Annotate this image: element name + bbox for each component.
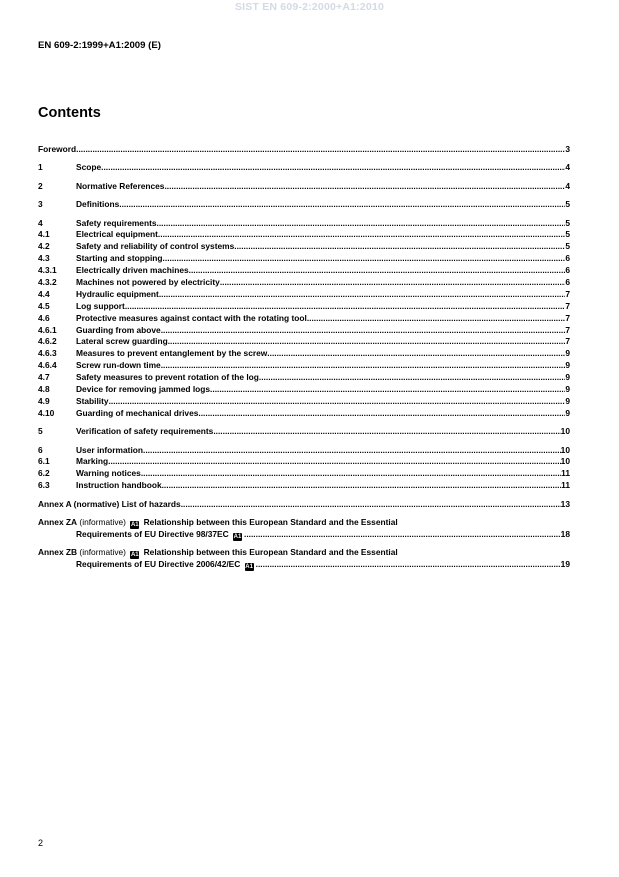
toc-entry-title: Safety and reliability of control systems [76, 241, 235, 252]
toc-entry-number: 6 [38, 444, 43, 455]
toc-entry-title: Machines not powered by electricity [76, 277, 220, 287]
toc-entry-number: 4 [38, 217, 43, 228]
toc-entry-page: 4 [565, 180, 570, 191]
toc-entry-title: Safety requirements [76, 217, 157, 228]
toc-entry-title: Guarding of mechanical drives [76, 407, 199, 418]
toc-entry-page: 5 [565, 199, 570, 210]
table-of-contents [38, 144, 570, 571]
toc-leader-dots [109, 396, 566, 408]
toc-entry-number: 4.6 [38, 312, 50, 323]
toc-entry-number: 4.7 [38, 372, 50, 383]
toc-entry-number: 5 [38, 426, 43, 437]
annex-title-line1: Relationship between this European Standard and the Essential [141, 517, 398, 528]
toc-entry-annex-za[interactable] [38, 517, 570, 541]
toc-entry-title: Lateral screw guarding [76, 336, 168, 347]
amendment-end-icon: A1 [233, 533, 242, 540]
toc-entry[interactable] [38, 384, 570, 396]
amendment-start-icon: A1 [130, 552, 139, 559]
amendment-start-icon: A1 [130, 522, 139, 529]
toc-entry-page: 9 [565, 395, 570, 406]
annex-label: Annex ZB [38, 547, 78, 558]
toc-leader-dots [307, 313, 566, 325]
toc-entry-title: Stability [76, 395, 109, 406]
toc-entry[interactable] [38, 468, 570, 480]
toc-entry-number: 4.6.2 [38, 336, 57, 347]
toc-leader-dots [159, 289, 565, 301]
toc-leader-dots [141, 468, 561, 480]
toc-entry[interactable] [38, 162, 570, 174]
toc-entry-title: User information [76, 444, 144, 455]
toc-leader-dots [210, 384, 565, 396]
toc-leader-dots [213, 426, 560, 438]
toc-entry[interactable] [38, 181, 570, 193]
toc-entry[interactable] [38, 289, 570, 301]
annex-type: (informative) [77, 517, 129, 528]
toc-entry-number: 6.2 [38, 468, 50, 479]
toc-leader-dots [244, 529, 561, 541]
toc-leader-dots [157, 218, 566, 230]
toc-entry-number: 1 [38, 162, 43, 173]
toc-leader-dots [125, 301, 565, 313]
toc-leader-dots [181, 499, 561, 511]
watermark: SIST EN 609-2:2000+A1:2010 [234, 1, 385, 13]
toc-entry[interactable] [38, 241, 570, 253]
amendment-end-icon: A1 [245, 564, 253, 571]
toc-entry-title: Scope [76, 162, 102, 173]
toc-entry-title: Starting and stopping [76, 253, 163, 264]
toc-entry[interactable] [38, 144, 570, 156]
toc-entry-page: 9 [565, 360, 570, 371]
toc-entry-page: 9 [565, 348, 570, 359]
toc-entry[interactable] [38, 336, 570, 348]
toc-leader-dots [164, 181, 565, 193]
toc-entry-title: Marking [76, 456, 109, 467]
toc-entry[interactable] [38, 372, 570, 384]
toc-leader-dots [267, 348, 565, 360]
toc-entry-page: 11 [561, 468, 570, 479]
annex-type: (informative) [77, 547, 129, 558]
toc-entry[interactable] [38, 253, 570, 265]
contents-title: Contents [38, 105, 101, 121]
toc-leader-dots [259, 372, 565, 384]
toc-leader-dots [161, 325, 566, 337]
toc-entry-title: Foreword [38, 143, 77, 154]
annex-title-line2: Requirements of EU Directive 98/37EC [76, 528, 231, 539]
toc-entry-number: 4.6.4 [38, 360, 57, 371]
toc-entry-title: Screw run-down time [76, 360, 161, 371]
toc-entry-number: 6.3 [38, 480, 50, 491]
toc-entry-number: 4.6.1 [38, 324, 57, 335]
toc-entry-page: 18 [560, 528, 570, 539]
toc-entry[interactable] [38, 265, 570, 277]
toc-leader-dots [76, 144, 565, 156]
toc-entry[interactable] [38, 218, 570, 230]
toc-entry-page: 10 [560, 426, 570, 437]
toc-entry[interactable] [38, 426, 570, 438]
toc-entry[interactable] [38, 396, 570, 408]
toc-entry[interactable] [38, 480, 570, 492]
toc-entry-page: 6 [565, 265, 570, 276]
toc-entry-number: 4.1 [38, 229, 50, 240]
toc-entry-number: 4.9 [38, 395, 50, 406]
toc-entry[interactable] [38, 360, 570, 372]
toc-entry-page: 7 [565, 336, 570, 347]
toc-entry[interactable] [38, 277, 570, 289]
annex-title-line1: Relationship between this European Standard and the Essential [141, 547, 398, 558]
toc-entry-number: 4.3 [38, 253, 50, 264]
toc-entry-number: 4.3.1 [38, 265, 57, 276]
toc-entry-title: Electrical equipment [76, 229, 158, 240]
toc-entry-page: 10 [560, 444, 570, 455]
toc-entry-page: 11 [561, 480, 570, 491]
toc-entry-title: Normative References [76, 180, 165, 191]
toc-entry[interactable] [38, 301, 570, 313]
toc-entry-annex-zb[interactable] [38, 547, 570, 571]
toc-entry-page: 7 [565, 312, 570, 323]
toc-rows [38, 144, 570, 492]
toc-entry[interactable] [38, 408, 570, 420]
toc-entry[interactable] [38, 445, 570, 457]
toc-entry-number: 4.10 [38, 407, 55, 418]
toc-entry-title: Annex A (normative) List of hazards [38, 498, 181, 509]
toc-leader-dots [256, 559, 561, 571]
toc-leader-dots [101, 162, 565, 174]
toc-entry-page: 7 [565, 300, 570, 311]
annex-label: Annex ZA [38, 517, 78, 528]
toc-entry-page: 7 [565, 324, 570, 335]
toc-entry[interactable] [38, 348, 570, 360]
toc-leader-dots [234, 241, 565, 253]
toc-entry-number: 6.1 [38, 456, 50, 467]
toc-entry-number: 4.3.2 [38, 277, 57, 287]
toc-leader-dots [108, 456, 561, 468]
toc-entry-title: Guarding from above [76, 324, 161, 335]
toc-entry-page: 19 [560, 559, 570, 570]
toc-entry-page: 9 [565, 407, 570, 418]
toc-leader-dots [119, 199, 565, 211]
toc-entry-title: Definitions [76, 199, 120, 210]
toc-entry-title: Warning notices [76, 468, 141, 479]
toc-entry-page: 13 [560, 498, 570, 509]
toc-entry-title: Hydraulic equipment [76, 288, 159, 299]
toc-entry-number: 4.2 [38, 241, 50, 252]
toc-leader-dots [168, 336, 566, 348]
document-id: EN 609-2:1999+A1:2009 (E) [38, 40, 161, 51]
toc-leader-dots [143, 445, 561, 457]
toc-leader-dots [162, 480, 562, 492]
toc-entry[interactable] [38, 229, 570, 241]
toc-leader-dots [161, 360, 566, 372]
toc-entry-page: 10 [560, 456, 570, 467]
toc-entry-title: Safety measures to prevent rotation of the log [76, 372, 259, 383]
toc-leader-dots [220, 277, 566, 289]
toc-entry-page: 5 [565, 229, 570, 240]
toc-entry[interactable] [38, 325, 570, 337]
toc-entry-number: 4.8 [38, 384, 50, 395]
toc-leader-dots [198, 408, 565, 420]
toc-leader-dots [189, 265, 566, 277]
toc-entry[interactable] [38, 313, 570, 325]
toc-entry-title: Log support [76, 300, 125, 311]
page-number: 2 [38, 838, 44, 848]
toc-entry-title: Protective measures against contact with the rotating tool [76, 312, 307, 323]
toc-entry-title: Verification of safety requirements [76, 426, 214, 437]
toc-entry-page: 9 [565, 372, 570, 383]
toc-entry-title: Electrically driven machines [76, 265, 189, 276]
toc-entry-page: 4 [565, 162, 570, 173]
toc-entry-annex-a[interactable] [38, 499, 570, 511]
toc-entry-title: Measures to prevent entanglement by the screw [76, 348, 268, 359]
toc-leader-dots [158, 229, 565, 241]
toc-entry-number: 4.4 [38, 288, 50, 299]
toc-entry-title: Instruction handbook [76, 480, 162, 491]
toc-entry-page: 5 [565, 241, 570, 252]
toc-entry-page: 6 [565, 277, 570, 287]
toc-entry-number: 3 [38, 199, 43, 210]
toc-entry[interactable] [38, 199, 570, 211]
toc-entry-number: 4.6.3 [38, 348, 57, 359]
toc-entry[interactable] [38, 456, 570, 468]
toc-entry-page: 7 [565, 288, 570, 299]
toc-entry-title: Device for removing jammed logs [76, 384, 211, 395]
toc-leader-dots [163, 253, 566, 265]
toc-entry-number: 4.5 [38, 300, 50, 311]
toc-entry-page: 3 [565, 143, 570, 154]
toc-entry-page: 6 [565, 253, 570, 264]
toc-entry-number: 2 [38, 180, 43, 191]
toc-entry-page: 5 [565, 217, 570, 228]
toc-entry-page: 9 [565, 384, 570, 395]
annex-title-line2: Requirements of EU Directive 2006/42/EC [76, 559, 243, 570]
